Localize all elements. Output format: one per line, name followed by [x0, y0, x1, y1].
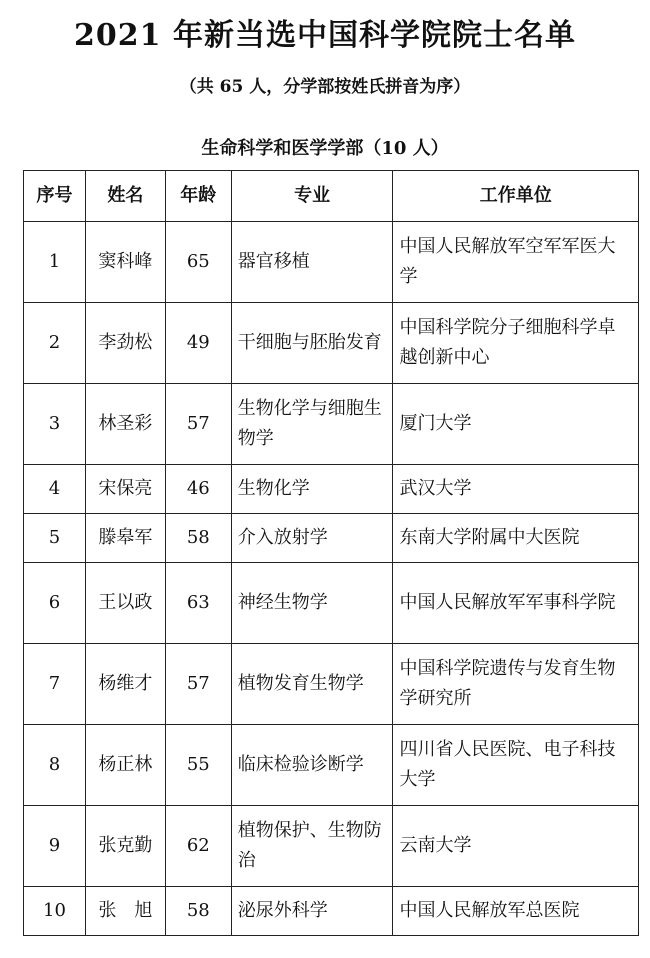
cell-number: 7: [24, 644, 86, 725]
header-organization: 工作单位: [393, 171, 639, 222]
cell-age: 58: [165, 887, 231, 936]
cell-major: 器官移植: [231, 222, 393, 303]
cell-number: 8: [24, 725, 86, 806]
cell-organization: 中国人民解放军军事科学院: [393, 563, 639, 644]
academician-table: [23, 170, 639, 936]
cell-name: 杨维才: [85, 644, 165, 725]
cell-organization: 中国科学院分子细胞科学卓越创新中心: [393, 303, 639, 384]
cell-number: 9: [24, 806, 86, 887]
page-subtitle: （共 65 人，分学部按姓氏拼音为序）: [179, 77, 471, 97]
cell-organization: 四川省人民医院、电子科技大学: [393, 725, 639, 806]
header-name: 姓名: [85, 171, 165, 222]
table-row: [24, 514, 639, 563]
cell-major: 生物化学与细胞生物学: [231, 384, 393, 465]
cell-major: 生物化学: [231, 465, 393, 514]
header-number: 序号: [24, 171, 86, 222]
cell-age: 55: [165, 725, 231, 806]
cell-major: 泌尿外科学: [231, 887, 393, 936]
cell-organization: 云南大学: [393, 806, 639, 887]
cell-age: 62: [165, 806, 231, 887]
cell-major: 神经生物学: [231, 563, 393, 644]
cell-age: 57: [165, 384, 231, 465]
cell-number: 3: [24, 384, 86, 465]
cell-organization: 中国科学院遗传与发育生物学研究所: [393, 644, 639, 725]
cell-number: 5: [24, 514, 86, 563]
cell-name: 杨正林: [85, 725, 165, 806]
cell-major: 临床检验诊断学: [231, 725, 393, 806]
header-major: 专业: [231, 171, 393, 222]
table-row: [24, 384, 639, 465]
cell-name: 窦科峰: [85, 222, 165, 303]
table-row: [24, 465, 639, 514]
table-row: [24, 303, 639, 384]
cell-name: 王以政: [85, 563, 165, 644]
cell-major: 植物发育生物学: [231, 644, 393, 725]
cell-name: 李劲松: [85, 303, 165, 384]
cell-number: 2: [24, 303, 86, 384]
cell-age: 57: [165, 644, 231, 725]
cell-major: 干细胞与胚胎发育: [231, 303, 393, 384]
cell-major: 介入放射学: [231, 514, 393, 563]
cell-number: 6: [24, 563, 86, 644]
cell-name: 林圣彩: [85, 384, 165, 465]
cell-number: 4: [24, 465, 86, 514]
cell-organization: 中国人民解放军总医院: [393, 887, 639, 936]
cell-number: 10: [24, 887, 86, 936]
cell-major: 植物保护、生物防治: [231, 806, 393, 887]
table-row: [24, 887, 639, 936]
table-row: [24, 644, 639, 725]
table-row: [24, 222, 639, 303]
cell-number: 1: [24, 222, 86, 303]
cell-name: 张克勤: [85, 806, 165, 887]
cell-organization: 中国人民解放军空军军医大学: [393, 222, 639, 303]
table-row: [24, 806, 639, 887]
cell-name: 张 旭: [85, 887, 165, 936]
table-header-row: [24, 171, 639, 222]
table-row: [24, 725, 639, 806]
page-title: 2021 年新当选中国科学院院士名单: [74, 18, 576, 53]
cell-organization: 厦门大学: [393, 384, 639, 465]
cell-age: 65: [165, 222, 231, 303]
table-row: [24, 563, 639, 644]
cell-organization: 武汉大学: [393, 465, 639, 514]
cell-name: 滕皋军: [85, 514, 165, 563]
cell-organization: 东南大学附属中大医院: [393, 514, 639, 563]
header-age: 年龄: [165, 171, 231, 222]
section-title: 生命科学和医学学部（10 人）: [201, 138, 449, 159]
cell-age: 58: [165, 514, 231, 563]
cell-age: 63: [165, 563, 231, 644]
cell-age: 46: [165, 465, 231, 514]
cell-name: 宋保亮: [85, 465, 165, 514]
cell-age: 49: [165, 303, 231, 384]
